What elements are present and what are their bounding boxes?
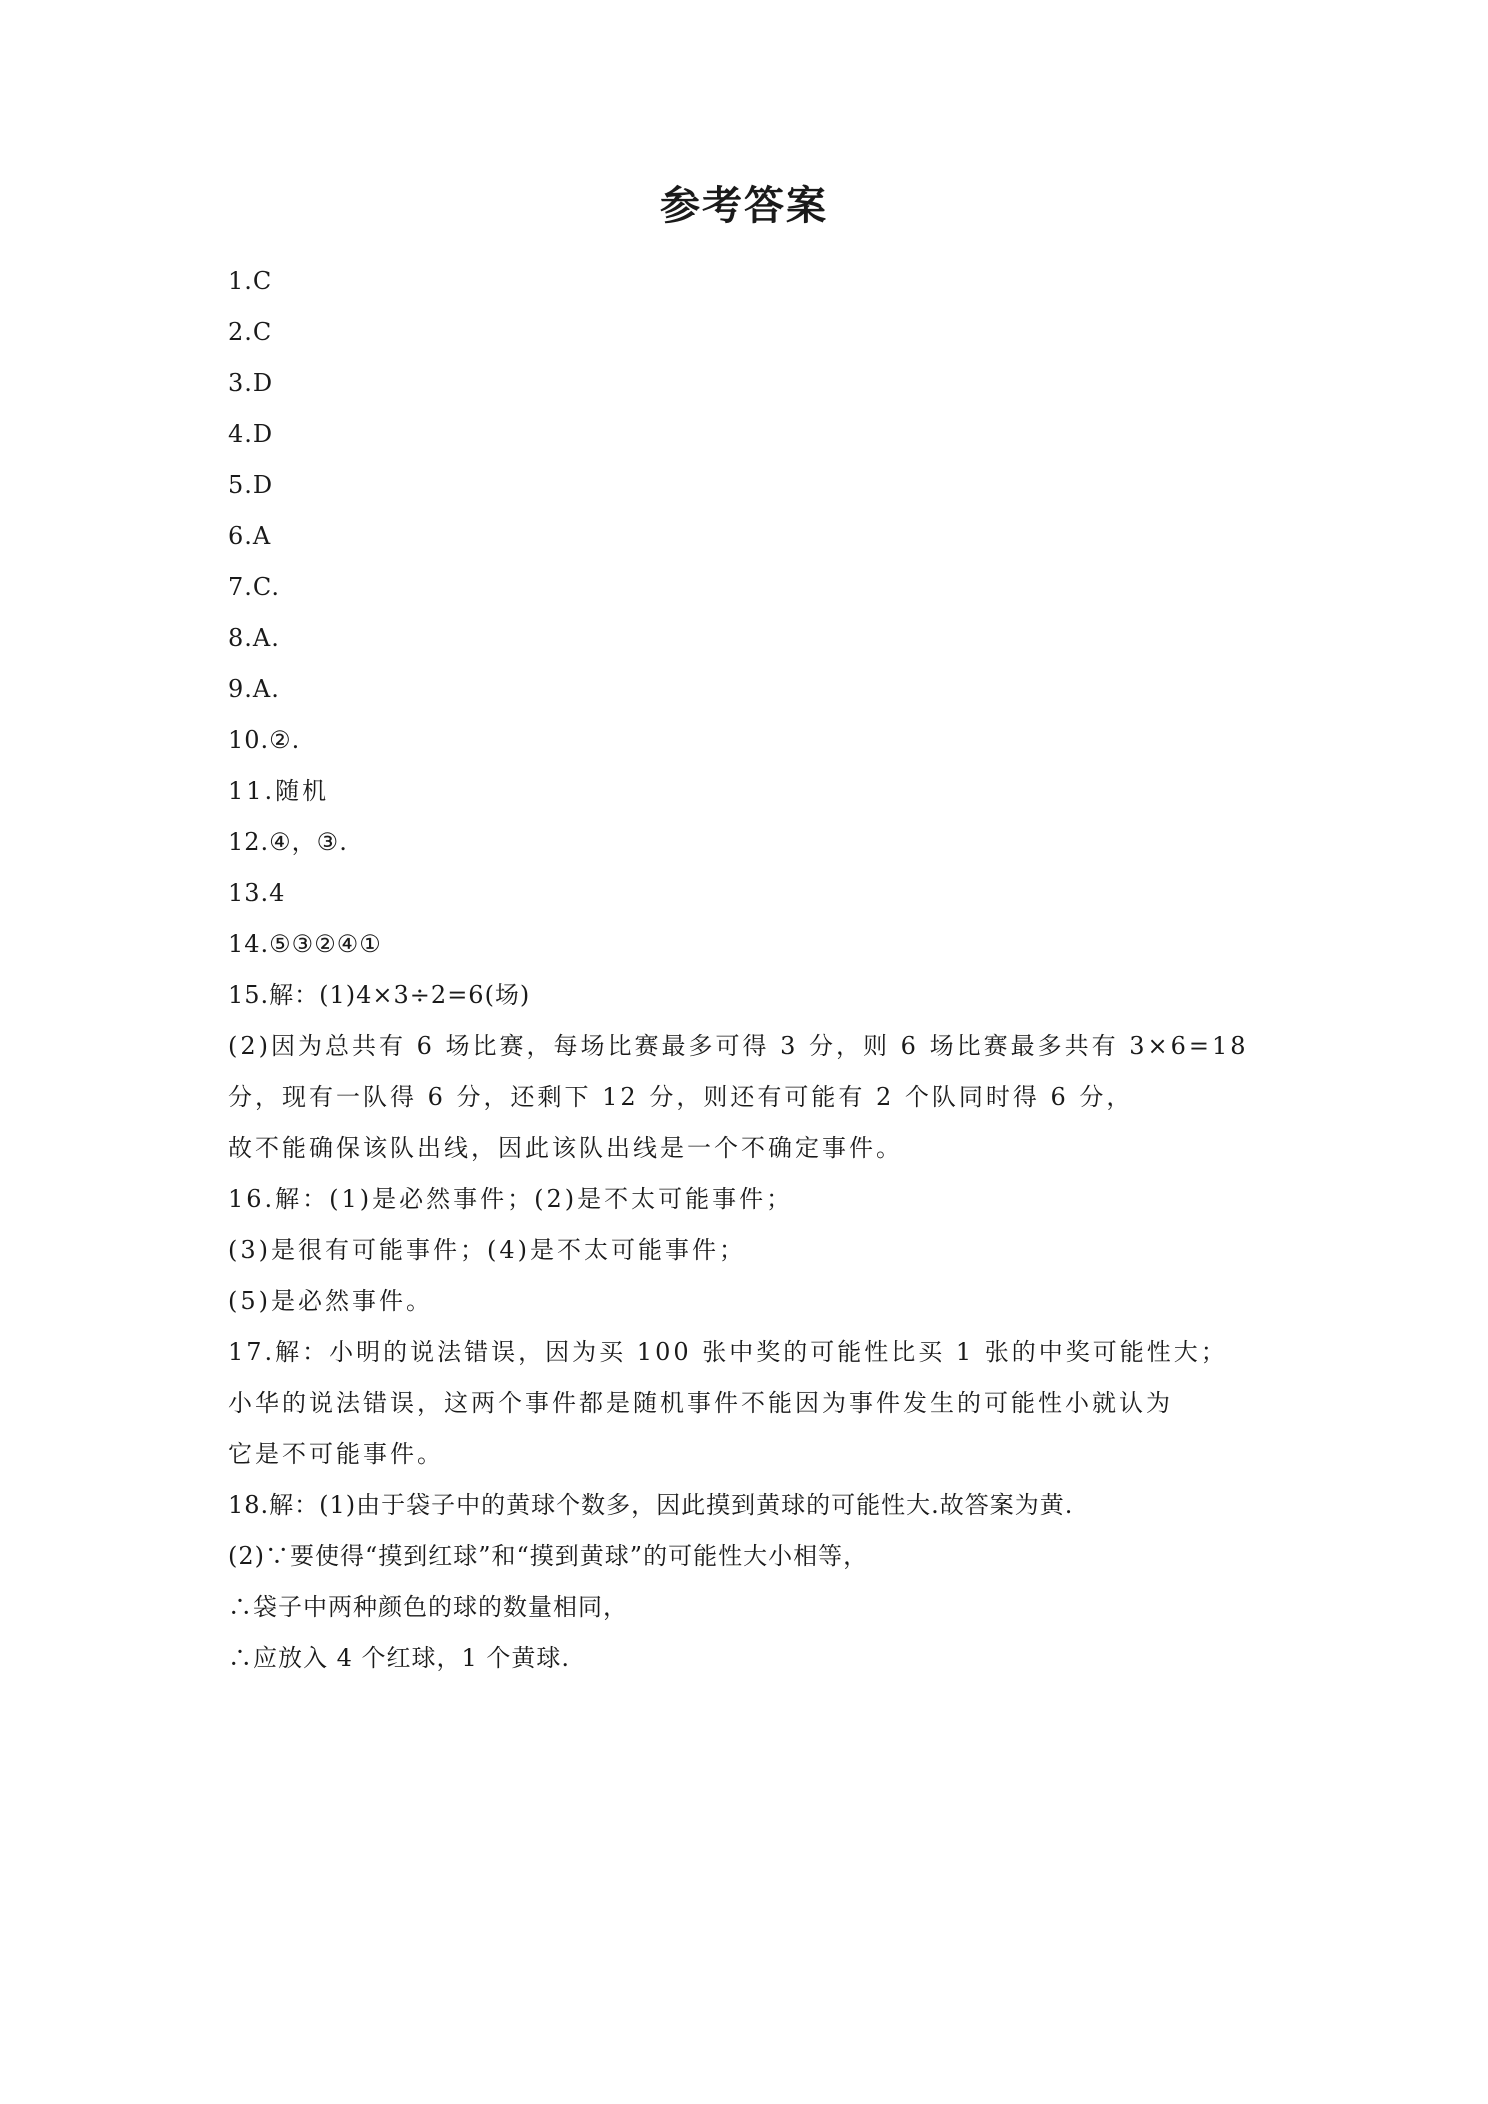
answer-line-14: 14.⑤③②④① (228, 930, 382, 958)
answer-line-17: 17.解：小明的说法错误，因为买 100 张中奖的可能性比买 1 张的中奖可能性大； (228, 1338, 1228, 1366)
answer-list (228, 256, 1268, 1684)
answer-line-4: 4.D (228, 420, 274, 448)
answer-line-5: 5.D (228, 471, 274, 499)
answer-line-8: 8.A. (228, 624, 280, 652)
answer-line-12: 12.④，③. (228, 828, 348, 856)
answer-line-10: 10.②. (228, 726, 301, 754)
answer-line-18-part2: (2)∵要使得“摸到红球”和“摸到黄球”的可能性大小相等， (228, 1542, 869, 1570)
answer-line-15: 15.解：(1)4×3÷2=6(场) (228, 981, 531, 1009)
answer-line-17-part3: 它是不可能事件。 (228, 1440, 444, 1468)
answer-line-18-part4: ∴应放入 4 个红球，1 个黄球. (228, 1644, 571, 1672)
answer-line-18-part3: ∴袋子中两种颜色的球的数量相同， (228, 1593, 628, 1621)
answer-line-11: 11.随机 (228, 777, 330, 805)
answer-line-16: 16.解：(1)是必然事件；(2)是不太可能事件； (228, 1185, 794, 1213)
answer-line-15-part3: 分，现有一队得 6 分，还剩下 12 分，则还有可能有 2 个队同时得 6 分， (228, 1083, 1134, 1111)
answer-line-15-part4: 故不能确保该队出线，因此该队出线是一个不确定事件。 (228, 1134, 903, 1162)
answer-line-13: 13.4 (228, 879, 286, 907)
answer-line-7: 7.C. (228, 573, 281, 601)
answer-line-2: 2.C (228, 318, 273, 346)
answer-line-3: 3.D (228, 369, 274, 397)
answer-line-16-part2: (3)是很有可能事件；(4)是不太可能事件； (228, 1236, 746, 1264)
answer-line-18: 18.解：(1)由于袋子中的黄球个数多，因此摸到黄球的可能性大.故答案为黄. (228, 1491, 1074, 1519)
answer-line-15-part2: (2)因为总共有 6 场比赛，每场比赛最多可得 3 分，则 6 场比赛最多共有 3×6=18 (228, 1032, 1249, 1060)
answer-line-9: 9.A. (228, 675, 280, 703)
answer-line-17-part2: 小华的说法错误，这两个事件都是随机事件不能因为事件发生的可能性小就认为 (228, 1389, 1173, 1417)
page-title: 参考答案 (660, 183, 828, 229)
answer-line-6: 6.A (228, 522, 272, 550)
answer-line-1: 1.C (228, 267, 273, 295)
answer-line-16-part3: (5)是必然事件。 (228, 1287, 433, 1315)
